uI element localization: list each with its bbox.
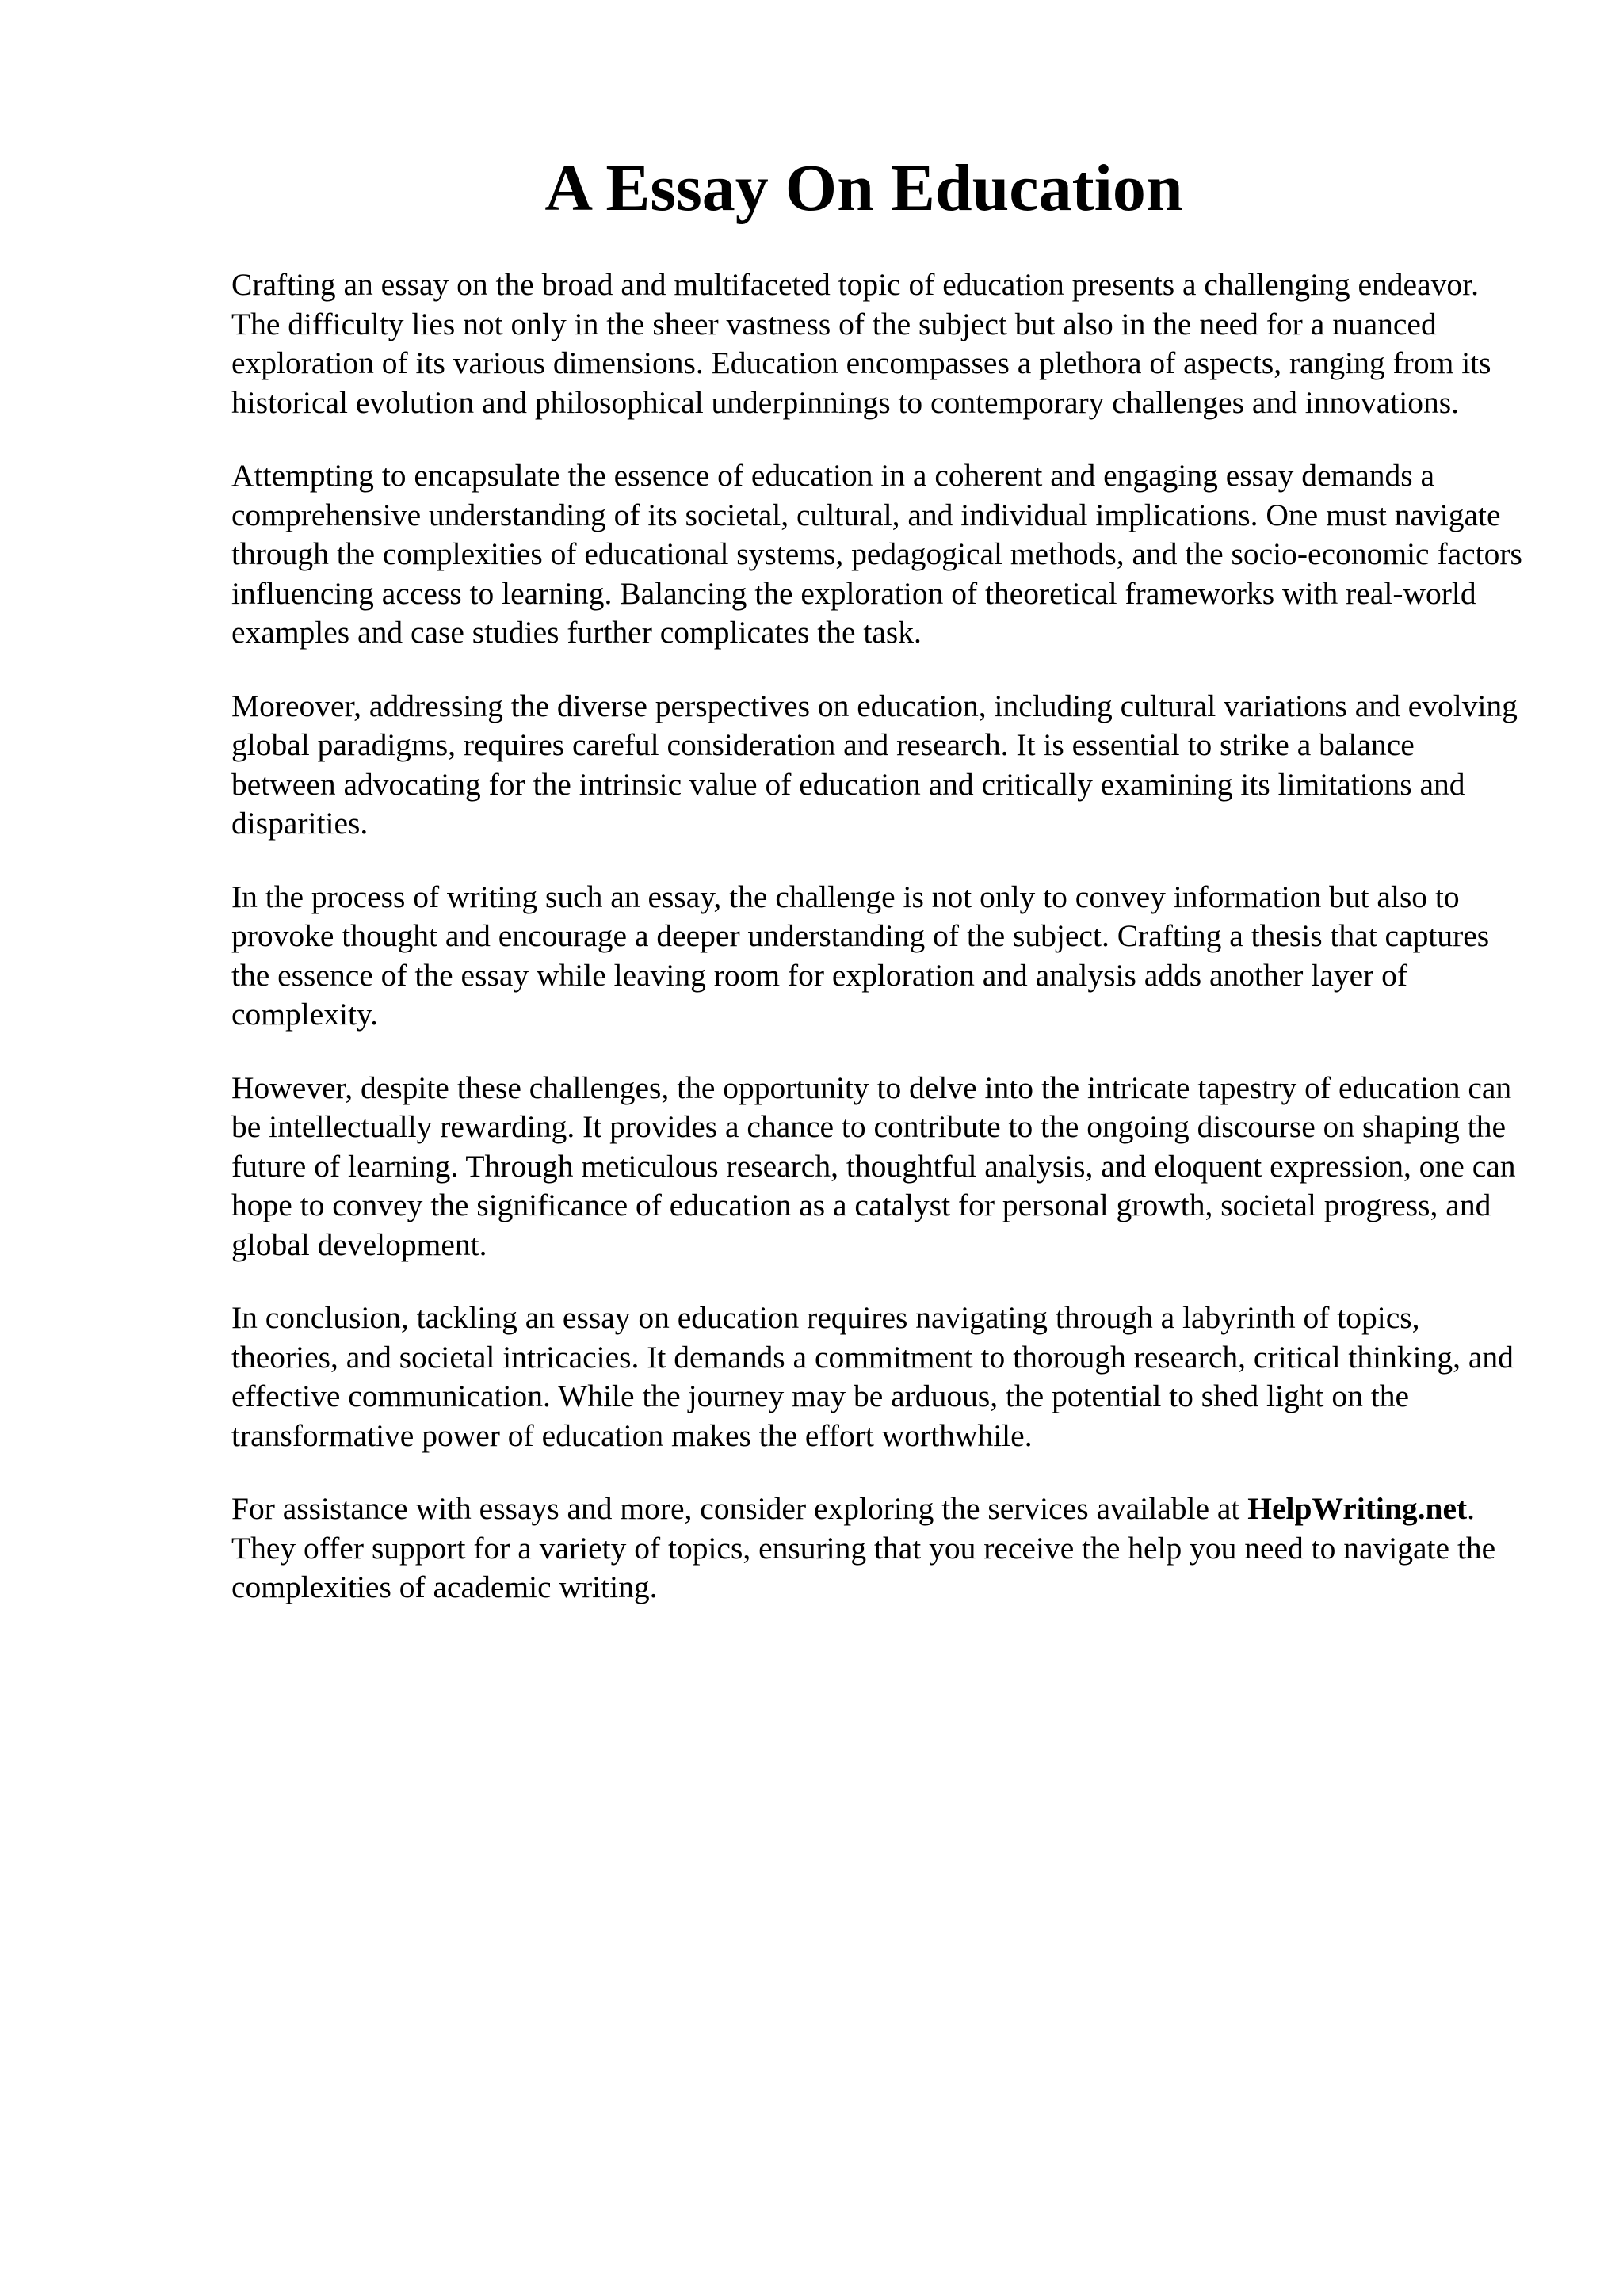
closing-text-before-link: For assistance with essays and more, consider exploring the services available at bbox=[231, 1491, 1248, 1526]
paragraph-3: Moreover, addressing the diverse perspectives on education, including cultural variations and evolving global paradigms, requires careful consideration and research. It is essential to strike a balance between advocating for the intrinsic value of education and critically examining its limitations and disparities. bbox=[231, 688, 1518, 841]
helpwriting-link[interactable]: HelpWriting.net bbox=[1247, 1491, 1468, 1526]
paragraph-6: In conclusion, tackling an essay on education requires navigating through a labyrinth of topics, theories, and societal intricacies. It demands a commitment to thorough research, critical thinking, and effective communication. While the journey may be arduous, the potential to shed light on the transformative power of education makes the effort worthwhile. bbox=[231, 1300, 1514, 1453]
paragraph-2: Attempting to encapsulate the essence of education in a coherent and engaging essay demands a comprehensive understanding of its societal, cultural, and individual implications. One must navigate through the complexities of educational systems, pedagogical methods, and the socio-economic factors influencing access to learning. Balancing the exploration of theoretical frameworks with real-world examples and case studies further complicates the task. bbox=[231, 458, 1522, 650]
paragraph-5: However, despite these challenges, the opportunity to delve into the intricate tapestry of education can be intellectually rewarding. It provides a chance to contribute to the ongoing discourse on shaping the future of learning. Through meticulous research, thoughtful analysis, and eloquent expression, one can hope to convey the significance of education as a catalyst for personal growth, societal progress, and global development. bbox=[231, 1070, 1516, 1262]
essay-body bbox=[231, 265, 1523, 1608]
paragraph-1: Crafting an essay on the broad and multifaceted topic of education presents a challenging endeavor. The difficulty lies not only in the sheer vastness of the subject but also in the need for a nuanced exploration of its various dimensions. Education encompasses a plethora of aspects, ranging from its historical evolution and philosophical underpinnings to contemporary challenges and innovations. bbox=[231, 267, 1491, 420]
paragraph-4: In the process of writing such an essay, the challenge is not only to convey information but also to provoke thought and encourage a deeper understanding of the subject. Crafting a thesis that captures the essence of the essay while leaving room for exploration and analysis adds another layer of complexity. bbox=[231, 879, 1490, 1032]
closing-text-after-link: . They offer support for a variety of topics, ensuring that you receive the help you need to navigate the complexities of academic writing. bbox=[231, 1491, 1496, 1604]
page-title: A Essay On Education bbox=[544, 151, 1183, 225]
closing-paragraph bbox=[231, 1489, 1523, 1608]
